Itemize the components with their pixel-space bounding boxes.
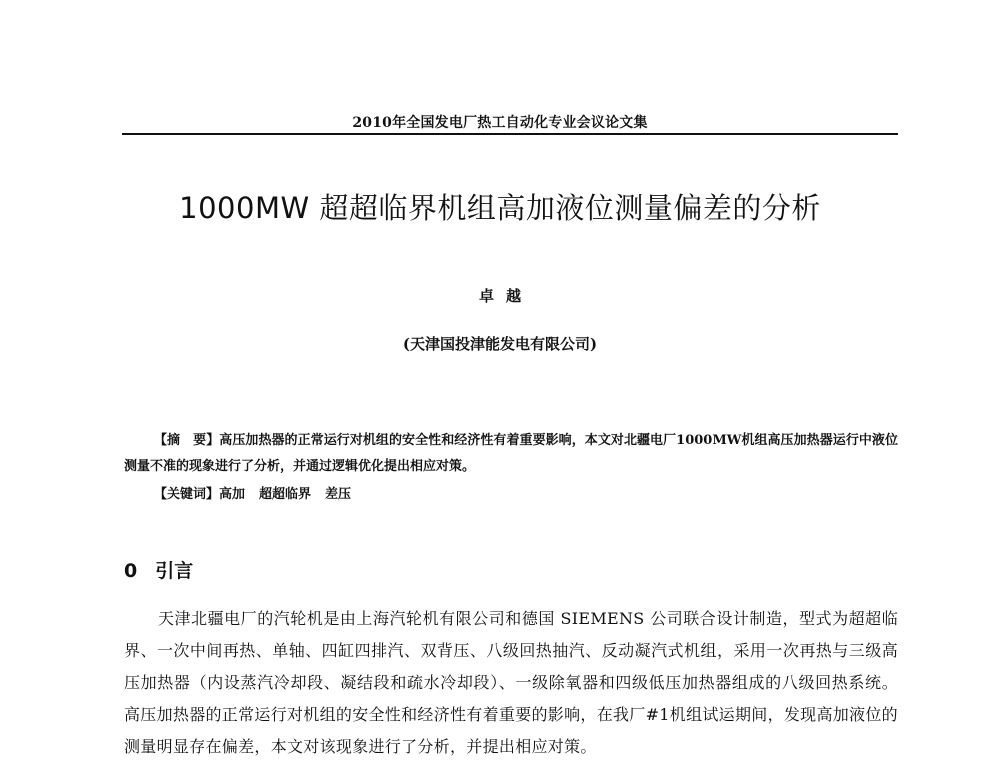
- abstract: [124, 428, 898, 480]
- abstract-text: 高压加热器的正常运行对机组的安全性和经济性有着重要影响，本文对北疆电厂1000MW机组高压加热器运行中液位测量不准的现象进行了分析，并通过逻辑优化提出相应对策。: [124, 433, 898, 474]
- author-name: 卓越: [478, 287, 533, 305]
- section-title: 引言: [155, 560, 194, 582]
- body-paragraph: 天津北疆电厂的汽轮机是由上海汽轮机有限公司和德国 SIEMENS 公司联合设计制造，型式为超超临界、一次中间再热、单轴、四缸四排汽、双背压、八级回热抽汽、反动凝汽式机组，采用一次再热与三级高压加热器（内设蒸汽冷却段、凝结段和疏水冷却段）、一级除氧器和四级低压加热器组成的八级回热系统。高压加热器的正常运行对机组的安全性和经济性有着重要的影响，在我厂#1机组试运期间，发现高加液位的测量明显存在偏差，本文对该现象进行了分析，并提出相应对策。: [124, 609, 898, 756]
- header-rule: [122, 133, 898, 135]
- abstract-label: 【摘 要】: [154, 433, 220, 448]
- keywords-label: 【关键词】: [154, 487, 220, 502]
- paper-title: 1000MW 超超临界机组高加液位测量偏差的分析: [179, 191, 821, 225]
- author-affiliation: (天津国投津能发电有限公司): [402, 335, 598, 353]
- keywords: [154, 483, 365, 502]
- running-header: 2010年全国发电厂热工自动化专业会议论文集: [352, 115, 648, 131]
- keyword-item: 超超临界: [259, 487, 312, 502]
- keyword-item: 差压: [325, 487, 352, 502]
- section-number: 0: [124, 560, 138, 582]
- keyword-item: 高加: [219, 487, 246, 502]
- section-heading: [124, 556, 193, 583]
